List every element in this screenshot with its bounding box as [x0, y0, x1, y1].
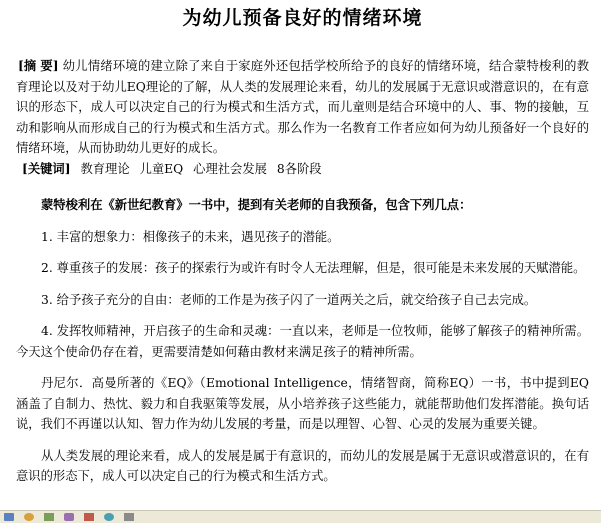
keywords-label: [关键词]: [22, 160, 71, 176]
keywords: [16, 159, 589, 180]
taskbar-strip: [0, 510, 601, 523]
keyword: 儿童EQ: [139, 161, 184, 176]
abstract-label: [摘 要]: [18, 58, 59, 73]
image-icon[interactable]: [44, 513, 54, 521]
page-title: 为幼儿预备良好的情绪环境: [182, 7, 423, 29]
body-text: [16, 195, 589, 487]
paragraph: 1. 丰富的想象力：相像孩子的未来，遇见孩子的潜能。: [41, 229, 340, 244]
keyword: 心理社会发展: [193, 161, 267, 176]
abstract-text: 幼儿情绪环境的建立除了来自于家庭外还包括学校所给予的良好的情绪环境，结合蒙特梭利的教育理论以及对于幼儿EQ理论的了解，从人类的发展理论来看，幼儿的发展属于无意识或潜意识的，在有意识的形态下，成人可以决定自己的行为模式和生活方式，而儿童则是结合环境中的人、事、物的接触，互动和影响从而形成自己的行为模式和生活方式。那么作为一名教育工作者应如何为幼儿预备好一个良好的情绪环境，从而协助幼儿更好的成长。: [16, 59, 589, 155]
paragraph: 从人类发展的理论来看，成人的发展是属于有意识的，而幼儿的发展是属于无意识或潜意识的，在有意识的形态下，成人可以决定自己的行为模式和生活方式。: [16, 448, 589, 483]
paragraph: 2. 尊重孩子的发展：孩子的探索行为或许有时令人无法理解，但是，很可能是未来发展的天赋潜能。: [41, 261, 586, 275]
paragraph: 4. 发挥牧师精神，开启孩子的生命和灵魂：一直以来，老师是一位牧师，能够了解孩子的精神所需。今天这个使命仍存在着，更需要清楚如何藉由教材来满足孩子的精神所需。: [16, 324, 589, 359]
keyword: 教育理论: [80, 161, 130, 176]
abstract: [16, 56, 589, 159]
globe-icon[interactable]: [104, 513, 114, 521]
tool-icon[interactable]: [84, 513, 94, 521]
folder-icon[interactable]: [24, 513, 34, 521]
misc-icon[interactable]: [124, 513, 134, 521]
paragraph: 3. 给予孩子充分的自由：老师的工作是为孩子闪了一道两关之后，就交给孩子自己去完成。: [41, 292, 537, 307]
app-icon[interactable]: [4, 513, 14, 521]
paragraph: 丹尼尔．高曼所著的《EQ》（Emotional Intelligence，情绪智商，简称EQ）一书，书中提到EQ涵盖了自制力、热忱、毅力和自我驱策等发展，从小培养孩子这些能力，就能帮助他们发挥潜能。换句话说，我们不再谨以认知、智力作为幼儿发展的考量，而是以理智、心智、心灵的发展为重要关键。: [16, 376, 589, 431]
media-icon[interactable]: [64, 513, 74, 521]
keyword: 8各阶段: [276, 161, 322, 176]
lead-paragraph: 蒙特梭利在《新世纪教育》一书中，提到有关老师的自我预备，包含下列几点：: [41, 197, 472, 212]
